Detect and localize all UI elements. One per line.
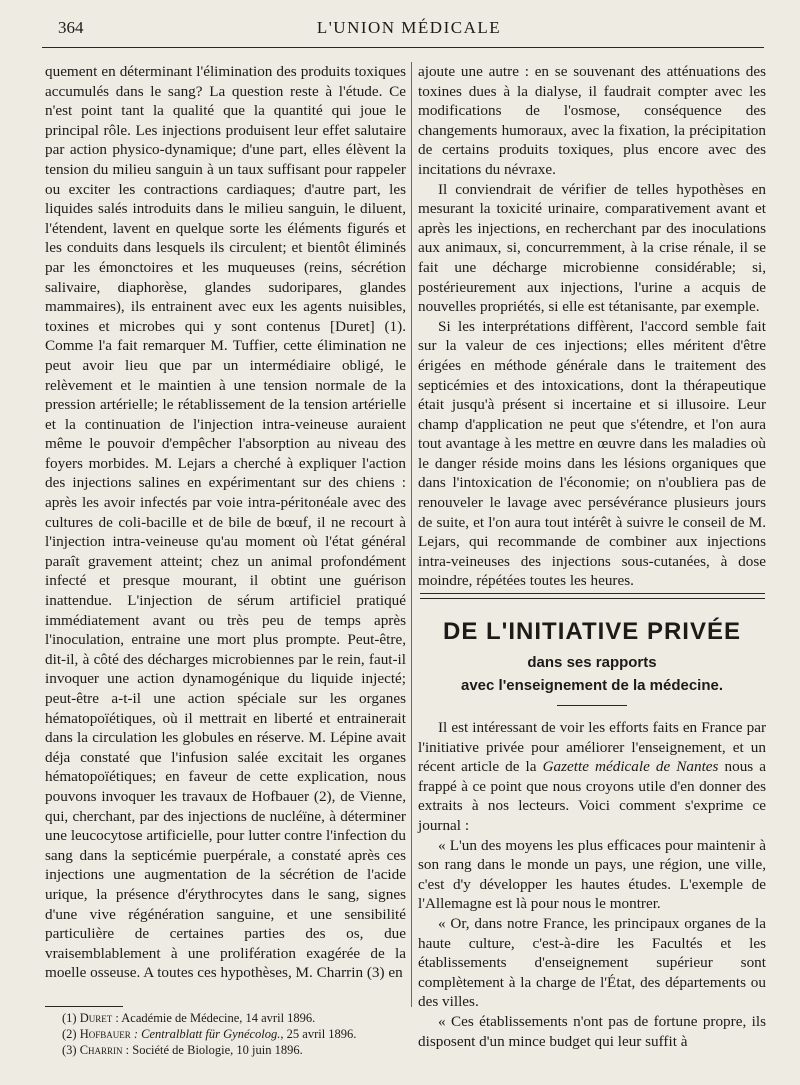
article-intro [418, 718, 766, 836]
footnote-3 [62, 1042, 402, 1058]
article-paragraph-2: « Or, dans notre France, les principaux organes de la haute culture, c'est-à-dire les Facultés et les établissements d'enseignement supérieur sont complètement à la charge de l'État, des départements ou des villes. [418, 914, 766, 1011]
page-header [58, 16, 760, 42]
journal-name: Gazette médicale de Nantes [542, 758, 719, 776]
right-column [418, 62, 766, 591]
article-intro-text: Il est intéressant de voir les efforts faits en France par l'initiative privée pour améliorer l'enseignement, et un récent article de la [418, 719, 766, 776]
left-column [45, 62, 406, 983]
running-title: L'UNION MÉDICALE [316, 18, 502, 37]
footnote-number: (3) [62, 1043, 77, 1057]
footnote-text: : Société de Biologie, 10 juin 1896. [122, 1043, 303, 1057]
article-subtitle-1: dans ses rapports [527, 654, 657, 671]
left-paragraph-1: quement en déterminant l'élimination des produits toxiques accumulés dans le sang? La question reste à l'étude. Ce n'est point tant la qualité que la quantité qui joue le principal rôle. Les injections produisent leur effet salutaire par action physico-dynamique; d'une part, elles élèvent la tension du milieu sanguin à un taux suffisant pour rappeler ou exciter les contractions cardiaques; d'autre part, les liquides salés introduits dans le milieu sanguin, le diluent, l'étendent, lavent en quelque sorte les éléments figurés et les conduits dans lesquels ils circulent; et bientôt éliminés par les émonctoires et les muqueuses (reins, sécrétion salivaire, diaphorèse, glandes sudoripares, glandes mammaires), ils entrainent avec eux les agents nuisibles, toxines et microbes qui y sont contenus [Duret] (1). Comme l'a fait remarquer M. Tuffier, cette élimination ne peut avoir lieu que par un intermédiaire obligé, le relèvement et le maintien à une tension normale de la pression artérielle; le rétablissement de la tension artérielle et la continuation de l'injection intra-veineuse auraient même le pouvoir d'empêcher l'absorption au niveau des foyers morbides. M. Lejars a cherché à expliquer l'action des injections salines en expérimentant sur des chiens : après les avoir infectés par voie intra-péritonéale avec des cultures de coli-bacille et de bile de bœuf, il ne recourt à l'injection intra-veineuse qu'au moment où l'état général paraît gravement atteint; chez un animal profondément infecté et presque mourant, il obtint une guérison inattendue. L'injection de sérum artificiel pratiqué immédiatement avant ou très peu de temps après l'inoculation, entraine une mort plus prompte. Peut-être, dit-il, à côté des décharges microbiennes par le rein, faut-il invoquer une action dynamogénique du liquide injecté; peut-être a-t-il une action spéciale sur les organes hématopoïétiques, où il mettrait en liberté et entrainerait dans la circulation les globules en réserve. M. Lépine avait déja constaté que l'infusion salée excitait les organes hématopoïétiques; en faveur de cette explication, nous pouvons invoquer les travaux de Hofbauer (2), de Vienne, qui, cherchant, par des injections de nucléïne, à déterminer une leucocytose artificielle, pour lutter contre l'infection du sang dans la septicémie puerpérale, a constaté après ces injections une augmentation de la sécrétion de l'acide urique, la présence d'érythrocytes dans le sang, signes d'une vive régénération sanguine, et une sensibilité particulière de certaines parties des os, due vraisemblablement à une prolifération exagérée de la moelle osseuse. A toutes ces hypothèses, M. Charrin (3) en [45, 63, 406, 982]
footnote-journal: : Centralblatt für Gynécolog. [130, 1027, 281, 1041]
column-divider [411, 62, 412, 1007]
header-rule [42, 47, 764, 48]
footnote-author: Duret [79, 1011, 113, 1025]
footnote-author: Hofbauer [79, 1027, 131, 1041]
footnote-number: (1) [62, 1011, 77, 1025]
article-subtitle-2: avec l'enseignement de la médecine. [460, 677, 724, 694]
article-paragraph-3: « Ces établissements n'ont pas de fortune propre, ils disposent d'un mince budget qui leur suffit à [418, 1012, 766, 1050]
footnote-2 [62, 1026, 402, 1042]
article-body [418, 718, 766, 1051]
right-paragraph-3: Si les interprétations diffèrent, l'accord semble fait sur la valeur de ces injections; elles méritent d'être érigées en méthode générale dans le traitement des septicémies et des intoxications, dont la thérapeutique était jusqu'à présent si incertaine et si illusoire. Leur champ d'application ne peut que s'étendre, et l'on aura tout avantage à les mettre en œuvre dans les maladies où le danger réside moins dans les lésions organiques que dans l'intoxication de l'économie; on n'oubliera pas de renouveler le lavage avec persévérance plusieurs jours de suite, et l'on aura tout intérêt à suivre le conseil de M. Lejars, qui recommande de combiner aux injections intra-veineuses des injections sous-cutanées, à dose moindre, répétées toutes les heures. [418, 317, 766, 590]
footnote-text: , 25 avril 1896. [280, 1027, 357, 1041]
footnote-text: : Académie de Médecine, 14 avril 1896. [112, 1011, 316, 1025]
right-paragraph-2: Il conviendrait de vérifier de telles hypothèses en mesurant la toxicité urinaire, comparativement avant et après les injections, en recherchant par des inoculations aux animaux, si, concurremment, à la crise rénale, il se fait une décharge microbienne considérable; si, postérieurement aux injections, l'urine a acquis de nouvelles propriétés, si elle est tétanisante, par exemple. [418, 180, 766, 316]
article-intro-text-end: nous a frappé à ce point que nous croyons utile d'en donner des extraits à nos lecteurs. Voici comment s'exprime ce journal : [418, 758, 767, 834]
article-title: DE L'INITIATIVE PRIVÉE [443, 618, 741, 645]
title-rule [557, 705, 627, 706]
section-double-rule [420, 593, 765, 599]
footnote-rule [45, 1006, 123, 1007]
footnote-number: (2) [62, 1027, 77, 1041]
page-number: 364 [58, 18, 84, 37]
footnote-author: Charrin [79, 1043, 123, 1057]
right-paragraph-1: ajoute une autre : en se souvenant des atténuations des toxines dues à la dialyse, il faudrait compter avec les modifications de l'osmose, conséquence des changements humoraux, avec la fixation, la précipitation de certains produits toxiques, plus encore avec des incitations du névraxe. [418, 63, 766, 178]
footnotes [62, 1010, 402, 1058]
footnote-1 [62, 1010, 402, 1026]
article-paragraph-1: « L'un des moyens les plus efficaces pour maintenir à son rang dans le monde un pays, une région, une ville, c'est d'y développer les hautes études. L'exemple de l'Allemagne est là pour nous le montrer. [418, 836, 766, 913]
